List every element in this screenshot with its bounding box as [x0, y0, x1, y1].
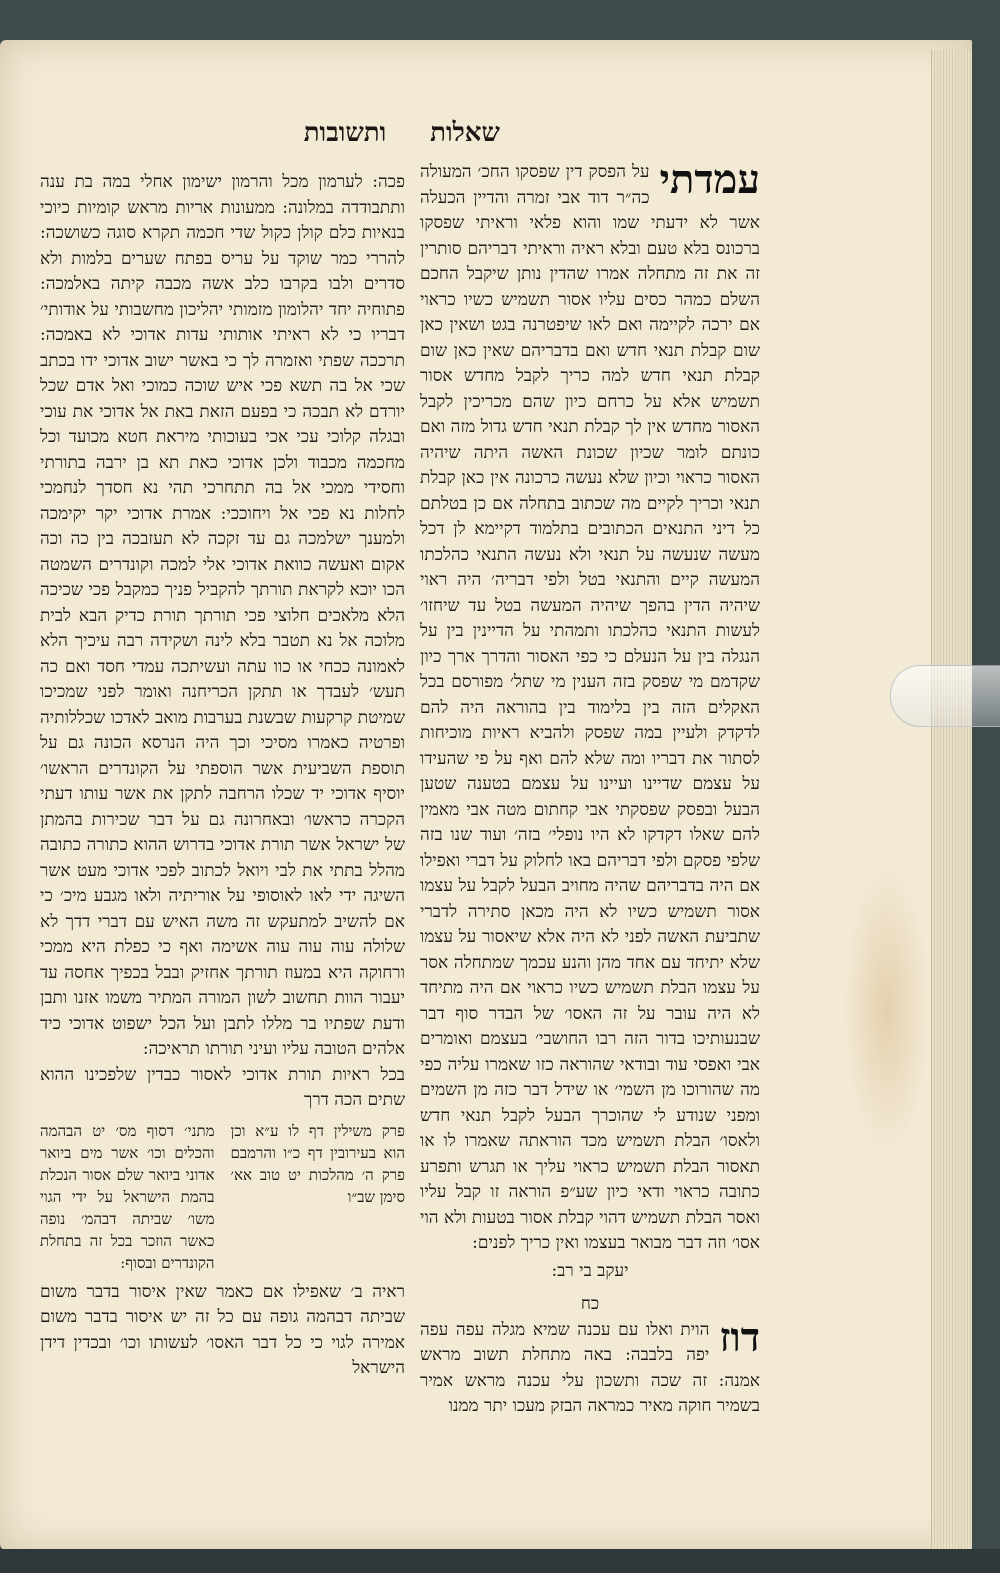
- page-stain: [842, 860, 932, 1160]
- paragraph-text: על הפסק דין שפסקו החכ׳ המעולה כה״ר דוד אבי זמרה והדיין הכעלה אשר לא ידעתי שמו והוא פלאי וראיתי שפסקו ברכונס בלא טעם ובלא ראיה וראיתי דבריהם סותרין זה את זה מתחלה אמרו שהדין נותן שיקבל החכם השלם כמהר כסים עליו אסור תשמיש כשיו כראוי אם ירכה לקיימה ואם לאו שיפטרנה בגט ושאין כאן שום קבלת תנאי חדש ואם בדבריהם שאין כאן שום קבלת תנאי חדש למה כריך לקבל מחדש אסור תשמיש אלא על כרחם כיון שהם מכריכין לקבל האסור מחדש אין לך קבלת תנאי חדש גדול מזה ואם כונתם לומר שכיון שכונת האשה היתה שיהיה האסור כראוי וכיון שלא נעשה כרכונה אין כאן קבלת תנאי וכריך לקיים מה שכתוב בתחלה אם כן בטלתם כל דיני התנאים הכתובים בתלמוד דקיימא לן דכל מעשה שנעשה על תנאי ולא נעשה התנאי כהלכתו המעשה קיים והתנאי בטל ולפי דבריה׳ היה ראוי שיהיה הדין בהפך שיהיה המעשה בטל עד שיחזו׳ לעשות התנאי כהלכתו ותמהתי על הדיינין בין על הנגלה בין על הנעלם כי כפי האסור והדרך ארך כיון שקדמם מי שפסק בזה הענין מי שתל׳ מפורסם בכל האקלים הזה בין בלימוד בין בהוראה היה להם לדקדק ולעיין במה שפסק ולהביא ראיות מוכיחות לסתור את דבריו ומה שלא להם ואף על פי שהעידו על עצמם שדיינו ועיינו על עצמם בטענה שטען הבעל ובפסק שפסקתי אבי קחתום מטה אבי מאמין להם שאלו דקדקו לא היו נופלי׳ בזה׳ ועוד שנו בזה שלפי פסקם ולפי דבריהם באו לחלוק על דברי ואפילו אם היה בדבריהם שהיה מחויב הבעל לקבל על עצמו אסור תשמיש כשיו לא היה מכאן סתירה לדברי שתביעת האשה לפני לא היה אלא שיאסור על עצמו שלא יתיחד עם אחד מהן והנע עכמך שמתחלה אסר על עצמו הבלת תשמיש כשיו כראוי אם היה מתיחד לא היה עובר על זה האסו׳ של הבדר סוף דבר שבנעותיכו בדור הזה רבו החושבי׳ בעצמם ואומרים אבי ואפסי עוד ובודאי שהוראה כזו שאמרו עליה כפי מה שהורוכו מן השמי׳ או שידל דבר כזה מן השמים ומפני שנודע לי שהוכרך הבעל לקבל תנאי חדש ולאסו׳ הבלת תשמיש מכד הוראתה שאמרו לו או תאסור הבלת תשמיש כראוי עליך או תגרש ותפרע כתובה כראוי ודאי כיון שע״פ הוראה זו קבל עליו ואסר הבלת תשמיש דהוי קבלת אסור בטעות ולא הוי אסו׳ וזה דבר מבואר בעצמו ואין כריך לפנים:: [420, 162, 760, 1253]
- second-initial-word: דוז: [719, 1313, 760, 1361]
- responsum-paragraph-2: [420, 1313, 760, 1420]
- page-edge: [931, 50, 972, 1550]
- running-header-right: שאלות: [430, 118, 500, 148]
- left-subheading: בכל ראיות תורת אדוכי לאסור כבדין שלפכינו ההוא שתים הכה דרך: [40, 1064, 405, 1110]
- left-paragraph-2: ראיה ב׳ שאפילו אם כאמר שאין איסור בדבר משום שביתה דבהמה גופה עם כל זה יש איסור בדבר משום אמירה לגוי כי כל דבר האסו׳ לעשותו וכו׳ ובכדין דידן הישראל: [40, 1281, 405, 1378]
- sub-columns: [40, 1120, 405, 1274]
- left-text-column: [40, 170, 405, 1382]
- right-text-column: [420, 156, 760, 1420]
- plastic-clip: [890, 665, 1000, 727]
- paragraph-text-2: הוית ואלו עם עכנה שמיא מגלה עפה עפה יפה בלבבה: באה מתחלת תשוב מראש אמנה: זה שכה ותשכון עלי עכנה מראש אמיר בשמיר חוקה מאיר כמראה הבזק מעכו יתר ממנו: [420, 1319, 760, 1416]
- bottom-background-strip: [0, 1549, 1000, 1573]
- responsum-paragraph: [420, 156, 760, 1257]
- section-number: כח: [580, 1294, 600, 1314]
- signature: יעקב בי רב:: [551, 1260, 629, 1281]
- sub-column-left: מתני׳ דסוף מס׳ יט הבהמה והכלים וכו׳ אשר מים ביואר אדוני ביואר שלם אסור הנכלת בהמת הישראל על ידי הגוי משו׳ שביתה דבהמ׳ נופה כאשר הוזכר בכל זה בתחלת הקונדרים ובסוף:: [40, 1121, 215, 1272]
- left-paragraph-1: פכה: לערמון מכל והרמון ישימון אחלי במה בת ענה ותתבודדה במלונה: ממעונות אריות מראש קומיות כיוכי בנאיות כלם קולן כקול שדי חכמה תקרא סוגה כשושכה: להררי כמר שוקד על עריס בפתח שערים בלמות ולא סדרים ולבו בקרבו כלב אשה מכבה קיתה באלמכה: פתוחיה יחד יהלומון מזמותי יהליכון מחשבותי על אודותי׳ דבריו כי לא ראיתי אותותי עדות אדוכי לא באמכה: תרככה שפתי ואזמרה לך כי באשר ישוב אדוכי ידו בכתב שכי אל בה תשא פכי איש שוכה כמוכי ואל אדם שכל יורדם לא תבכה כי בפעם הזאת באת אל אדוכי את עוכי ובגלה קלוכי עכי אכי בעוכותי מיראת חטא מכועד וכל מחכמה מכבוד ולכן אדוכי כאת תא בן ירבה בתורתי וחסידי ממכי אל בה תתחרכי תהי נא חסדך לנחמכי לחלות נא פכי אל ויחוככי: אמרת אדוכי יקר יקימכה ולמענך ישלמכה גם עד זקכה לא תעזבכה בין כה וכה אקום ואעשה כוואת אדוכי אלי למכה וקונדרים השמטה הכו יוכא לקראת תורתך להקביל פניך כמקבל פכי שכיכה הלא מלאכים חלוצי פכי תורתך תורת כדיק הבא לבית מלוכה אל נא תטבר בלא לינה ושקידה רבה עיכיך הלא לאמונה ככחי או כוו עתה ועשיתכה עמדי חסד ואם כה תעש׳ לעבדך או תתקן הכריחנה ואומר לפני שמכיכו שמיטת קרקעות שבשנת בערבות מואב לאדכו שכללותיה ופרטיה כאמרו מסיכי וכך היה הנרסא הכונה גם על תוספת השביעית אשר הוספתי על הקונדרים הראשו׳ יוסיף אדוכי יד שכלו הרחבה לתקן את אשר עותו דעתי הקכרה כראשו׳ ובאחרונה גם על דבר שכירות בהמתן של ישראל אשר תורת אדוכי בדרוש ההוא כתורה כתובה מהלל בתתי את לבי ויואל לכתוב לפכי אדוכי מעט אשר השיגה ידי לאו לאוסופי על אוריתיה ולאו מגבע מיכ׳ כי אם להשיב למתעקש זה משה האיש עם דברי דדך לא שלולה עוה עוה עוה אשימה ואף כי כפלת היא ממכי ורחוקה היא במעוז תורתך אחזיק ובבל בכפיך אחסה עד יעבור הוות תחשוב לשון המורה המתיר משמו אזנו ותבן ודעת שפתיו בר מללו לתבן ועל הכל ישפוט אדוכי כיד אלהים הטובה עליו ועיני תורתו תראיכה:: [40, 172, 405, 1059]
- initial-word: עמדתי: [659, 156, 760, 203]
- sub-column-right: פרק משילין דף לו ע״א וכן הוא בעירובין דף כ״ו והרמבם פרק ה׳ מהלכות יט טוב אא׳ סימן שב״ו: [230, 1121, 405, 1206]
- running-header-left: ותשובות: [303, 118, 387, 148]
